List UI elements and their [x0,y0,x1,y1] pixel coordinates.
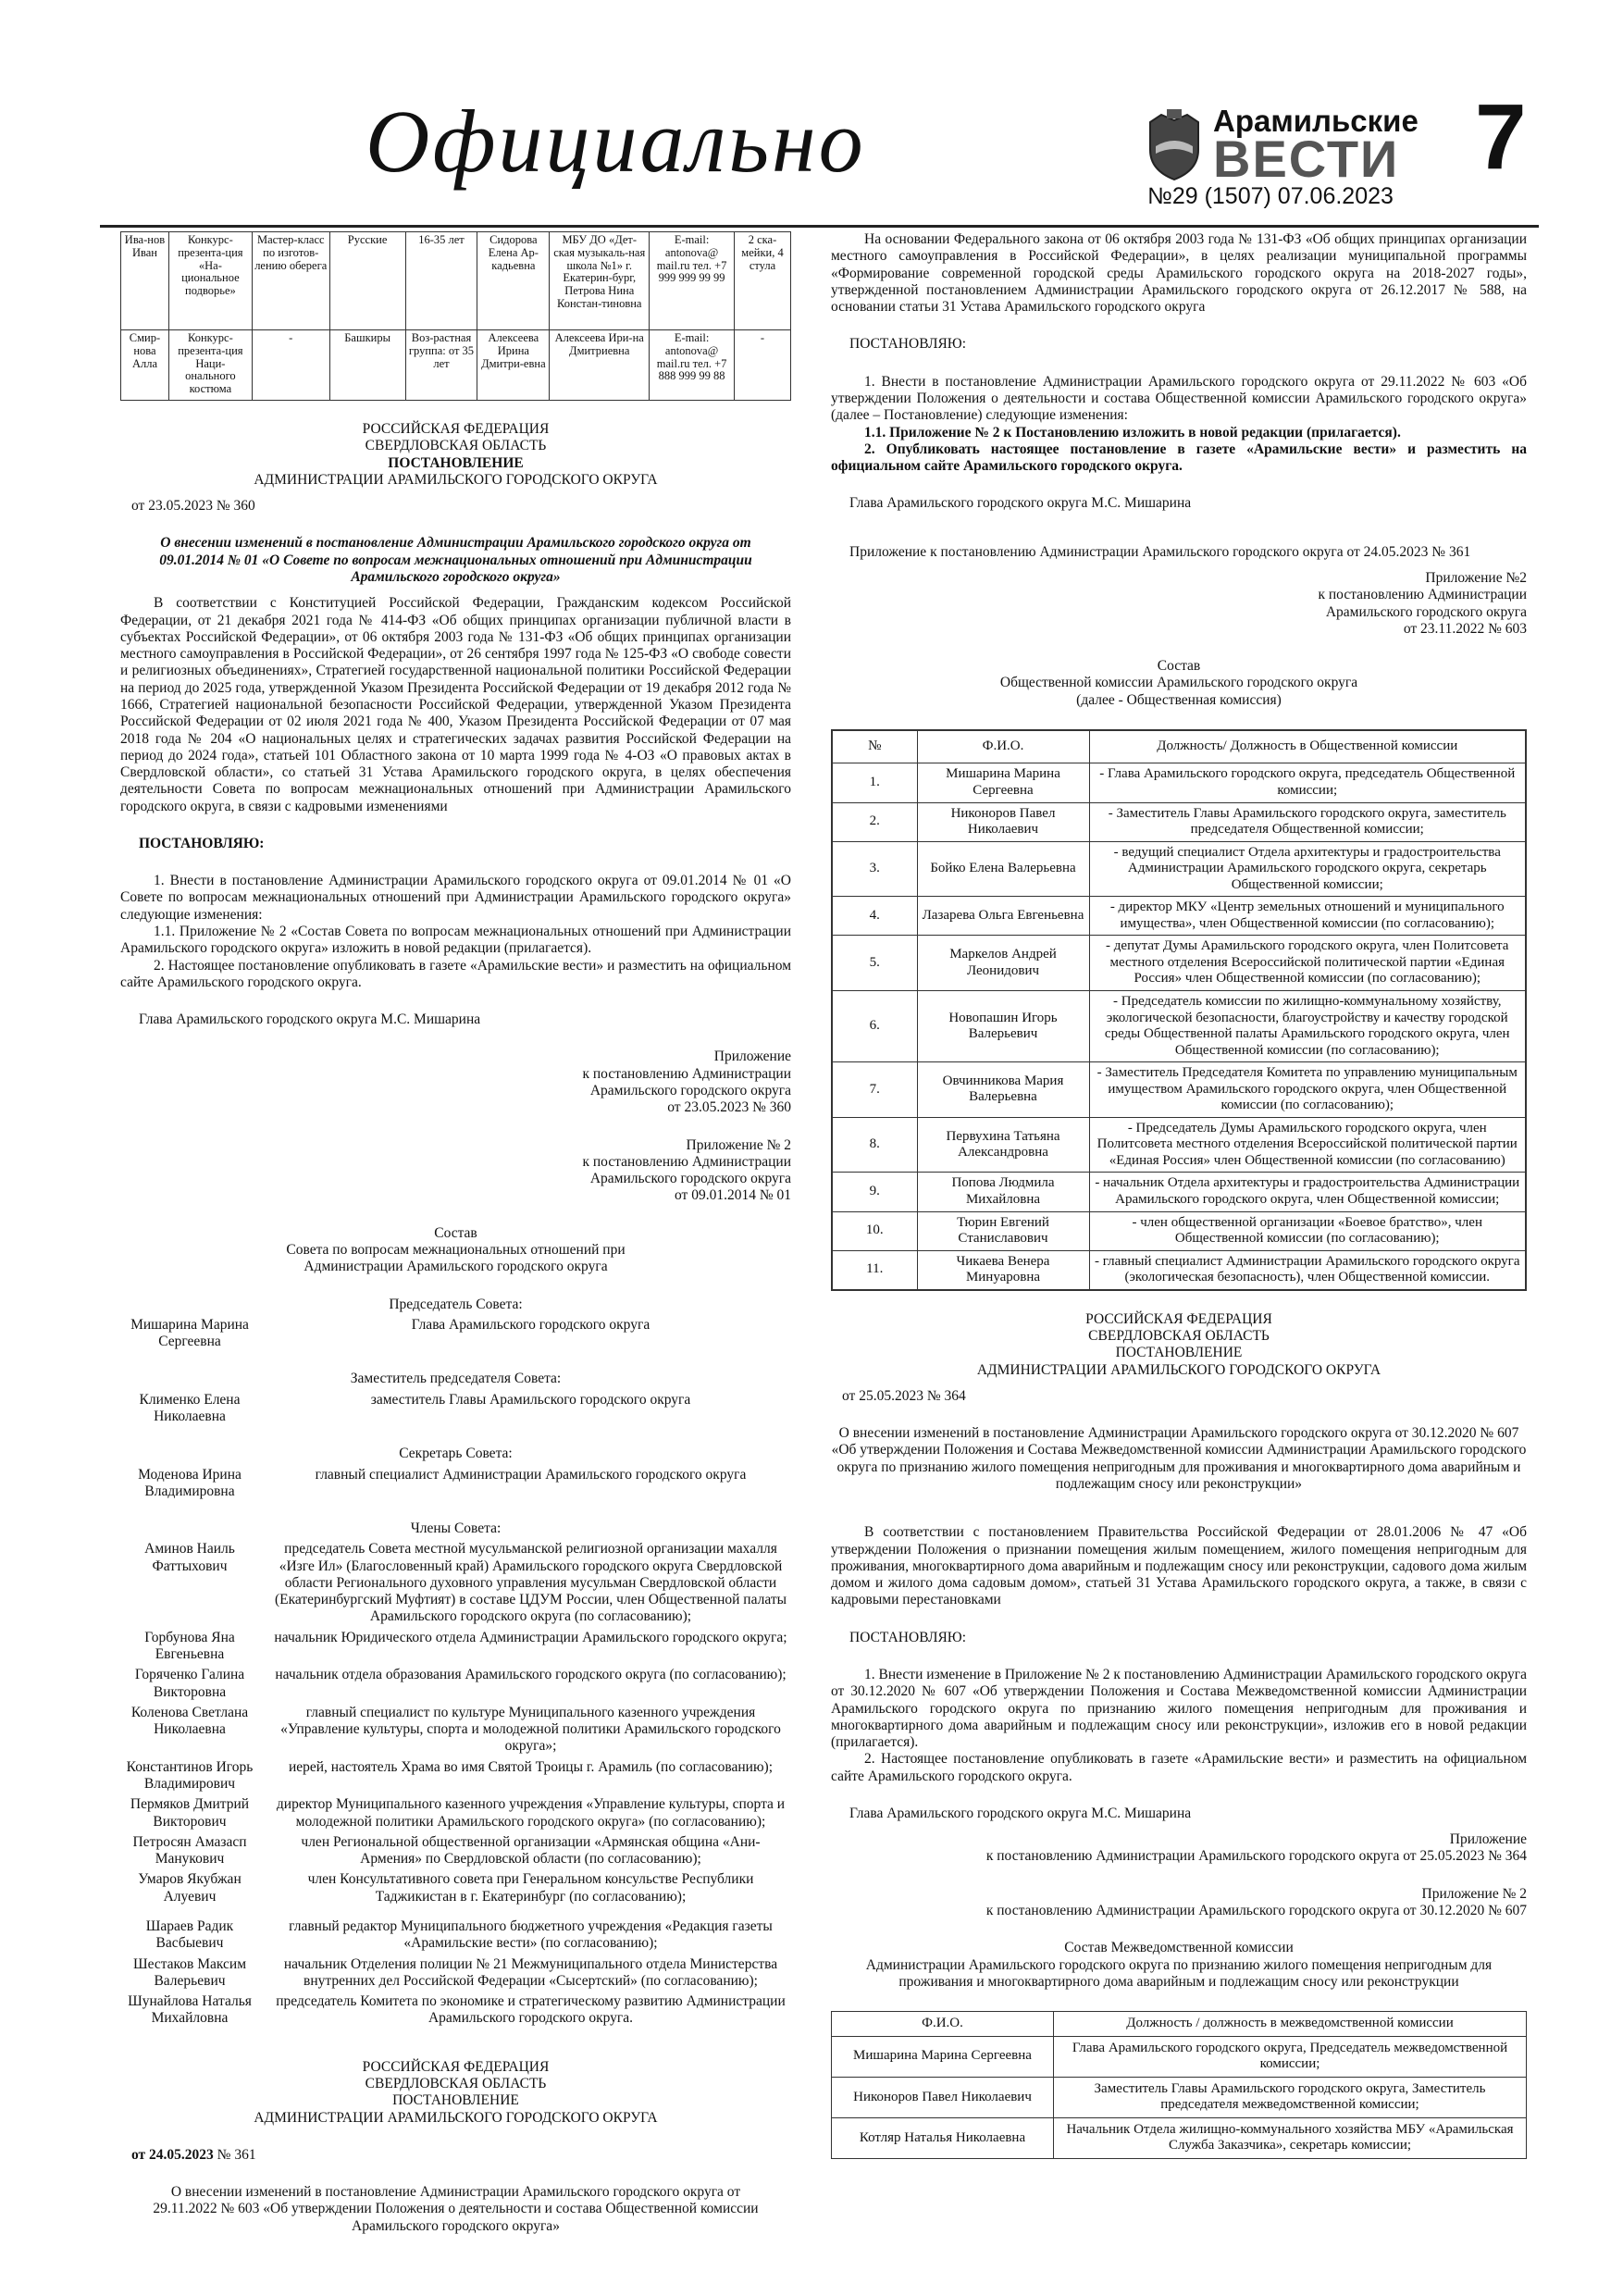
composition-title: Состав Общественной комиссии Арамильского городского округа (далее - Общественная комиссия) [999,658,1358,708]
doc-header-region: СВЕРДЛОВСКАЯ ОБЛАСТЬ [365,438,547,454]
logo-text-main: ВЕСТИ [1213,130,1400,188]
composition-title: Состав Совета по вопросам межнациональных отношений при Администрации Арамильского городского округа [286,1224,626,1275]
table-row: 9. Попова Людмила Михайловна - начальник Отдела архитектуры и градостроительства Администрации Арамильского городского округа, член Общественной комиссии; [832,1173,1526,1211]
composition-title: Состав Межведомственной комиссии Администрации Арамильского городского округа по признанию жилого помещения непригодным для проживания и многоквартирного дома аварийным и подлежащим сносу или реконструкции [865,1940,1493,1990]
doc-header-authority: АДМИНИСТРАЦИИ АРАМИЛЬСКОГО ГОРОДСКОГО ОКРУГА [976,1361,1381,1378]
deputy-label: Заместитель председателя Совета: [350,1371,562,1387]
table-cell: Конкурс-презента-ция Наци-онального костюма [168,330,252,401]
doc-subject: О внесении изменений в постановление Администрации Арамильского городского округа от 09.01.2014 № 01 «О Совете по вопросам межнациональных отношений при Администрации Арамильского городского округа» [159,535,752,585]
doc-basis: В соответствии с постановлением Правительства Российской Федерации от 28.01.2006 № 47 «Об утверждении Положения о признании помещения жилым помещением, жилого помещения непригодным для проживания, многоквартирного дома аварийным и подлежащим сносу или реконструкции, садового дома жилым домом и жилого дома садовым домом», статьей 31 Устава Арамильского городского округа, а также, в связи с кадровыми перестановками [831,1524,1527,1608]
appendix-ref-2: Приложение № 2 к постановлению Администрации Арамильского городского округа от 09.01.2014 № 01 [582,1136,791,1204]
doc-header-region: СВЕРДЛОВСКАЯ ОБЛАСТЬ [1088,1328,1270,1344]
doc-basis: На основании Федерального закона от 06 октября 2003 года № 131-ФЗ «Об общих принципах организации местного самоуправления в Российской Федерации», в целях реализации муниципальной программы «Формирование современной городской среды Арамильского городского округа на 2018-2027 годы», утвержденной постановлением Администрации Арамильского городского округа от 26.12.2017 № 588, на основании статьи 31 Устава Арамильского городского округа [831,231,1527,316]
list-item: Горяченко Галина Викторовна начальник отдела образования Арамильского городского округа (по согласованию); [134,1667,787,1700]
table-cell: - [735,330,791,401]
doc-header-type: ПОСТАНОВЛЕНИЕ [392,2092,519,2109]
table-row: 4. Лазарева Ольга Евгеньевна - директор МКУ «Центр земельных отношений и муниципального имущества», член Общественной комиссии (по согласованию); [832,897,1526,936]
doc-header-country: РОССИЙСКАЯ ФЕДЕРАЦИЯ [362,2058,550,2075]
list-item: Шараев Радик Васбыевич главный редактор Муниципального бюджетного учреждения «Редакция газеты «Арамильские вести» (по согласованию); [145,1917,773,1952]
list-item: Клименко Елена Николаевна заместитель Главы Арамильского городского округа [139,1391,691,1424]
table-cell: E-mail: antonova@ mail.ru тел. +7 888 999 99 88 [650,330,735,401]
table-cell: Конкурс-презента-ция «На-циональное подворье» [168,232,252,330]
list-item: Мишарина Марина Сергеевна Глава Арамильского городского округа [130,1316,650,1350]
doc-header-type: ПОСТАНОВЛЕНИЕ [388,454,524,471]
list-item: Пермяков Дмитрий Викторович директор Муниципального казенного учреждения «Управление культуры, спорта и молодежной политики Арамильского городского округа» (по согласованию); [130,1796,786,1830]
issue-number: №29 (1507) 07.06.2023 [1147,183,1394,209]
signature: Глава Арамильского городского округа М.С. Мишарина [849,1805,1192,1821]
decree-item-2: 2. Опубликовать настоящее постановление в газете «Арамильские вести» и разместить на официальном сайте Арамильского городского округа. [831,441,1527,475]
list-item: Аминов Наиль Фаттыхович председатель Совета местной мусульманской религиозной организации махалля «Изге Ил» (Благословенный край) Арамильского городского округа Свердловской области Регионального духовного управления мусульман Свердловской области (Екатеринбургский Муфтият) в составе ЦДУМ России, член Общественной палаты Арамильского городского округа (по согласованию); [144,1541,787,1625]
coat-of-arms-icon [1143,109,1206,181]
table-row [121,330,791,401]
appendix-line: Приложение к постановлению Администрации Арамильского городского округа от 24.05.2023 № 361 [849,543,1471,560]
doc-date: от 23.05.2023 № 360 [131,498,255,515]
table-row: 7. Овчинникова Мария Валерьевна - Заместитель Председателя Комитета по управлению муниципальным имуществом Арамильского городского округа, член Общественной комиссии (по согласованию); [832,1062,1526,1118]
table-row: 1. Мишарина Марина Сергеевна - Глава Арамильского городского округа, председатель Общественной комиссии; [832,763,1526,802]
decree-item-1: 1. Внести изменение в Приложение № 2 к постановлению Администрации Арамильского городского округа от 30.12.2020 № 607 «Об утверждении Положения и Состава Межведомственной комиссии Администрации Арамильского городского округа по признанию жилого помещения непригодным для проживания и многоквартирного дома аварийным и подлежащим сносу или реконструкции», изложив его в новой редакции (прилагается). [831,1666,1527,1751]
table-row: 8. Первухина Татьяна Александровна - Председатель Думы Арамильского городского округа, член Политсовета местного отделения Всероссийской политической партии «Единая Россия» член Общественной комиссии (по согласованию) [832,1117,1526,1173]
table-cell: Ива-нов Иван [121,232,169,330]
appendix-ref-1: Приложение к постановлению Администрации Арамильского городского округа от 23.05.2023 № 360 [582,1049,791,1116]
left-column [120,231,791,2235]
list-item: Коленова Светлана Николаевна главный специалист по культуре Муниципального казенного учреждения «Управление культуры, спорта и молодежной политики Арамильского городского округа»; [130,1704,781,1755]
decree-item-2: 2. Настоящее постановление опубликовать в газете «Арамильские вести» и разместить на официальном сайте Арамильского городского округа. [831,1751,1527,1784]
column-header: Ф.И.О. [832,2012,1054,2037]
table-cell: Сидорова Елена Ар-кадьевна [477,232,550,330]
decree-item-1: 1. Внести в постановление Администрации Арамильского городского округа от 29.11.2022 № 603 «Об утверждении Положения о деятельности и состава Общественной комиссии Арамильского городского округа» (далее – Постановление) следующие изменения: [831,373,1527,424]
doc-header-country: РОССИЙСКАЯ ФЕДЕРАЦИЯ [362,421,550,437]
list-item: Умаров Якубжан Алуевич член Консультативного совета при Генеральном консульстве Республики Таджикистан в г. Екатеринбург (по согласованию); [138,1871,754,1905]
list-item: Петросян Амазасп Манукович член Региональной общественной организации «Армянская община «Ани-Армения» по Свердловской области (по согласованию); [132,1833,761,1868]
table-cell: 16-35 лет [405,232,477,330]
table-cell: Алексеева Ирина Дмитри-евна [477,330,550,401]
appendix-ref: Приложение № 2 к постановлению Администрации Арамильского городского округа от 30.12.2020 № 607 [985,1885,1527,1919]
list-item: Шунайлова Наталья Михайловна председатель Комитета по экономике и стратегическому развитию Администрации Арамильского городского округа. [128,1993,786,2027]
decree-label: ПОСТАНОВЛЯЮ: [849,1629,967,1645]
members-label: Члены Совета: [410,1520,502,1537]
doc-subject: О внесении изменений в постановление Администрации Арамильского городского округа от 29.11.2022 № 603 «Об утверждении Положения о деятельности и состава Общественной комиссии Арамильского городского округа» [153,2184,759,2234]
table-cell: Мастер-класс по изготов-лению оберега [252,232,329,330]
table-row: 6. Новопашин Игорь Валерьевич - Председатель комиссии по жилищно-коммунальному хозяйству, экологической безопасности, благоустройству и качеству городской среды Общественной палаты Арамильского городского округа, член Общественной комиссии (по согласованию); [832,990,1526,1061]
table-cell: Башкиры [329,330,405,401]
column-header: Должность/ Должность в Общественной комиссии [1089,730,1526,763]
table-row: Мишарина Марина Сергеевна Глава Арамильского городского округа, Председатель межведомственной комиссии; [832,2036,1527,2077]
table-cell: 2 ска-мейки, 4 стула [735,232,791,330]
section-title: Официально [365,92,866,191]
list-item: Шестаков Максим Валерьевич начальник Отделения полиции № 21 Межмуниципального отдела Министерства внутренних дел Российской Федерации «Сысертский» (по согласованию); [132,1955,778,1989]
doc-basis: В соответствии с Конституцией Российской Федерации, Гражданским кодексом Российской Федерации, от 21 декабря 2021 года № 414-ФЗ «Об общих принципах организации публичной власти в субъектах Российской Федерации», от 06 октября 2003 года № 131-ФЗ «Об общих принципах организации местного самоуправления в Российской Федерации», от 26 сентября 1997 года № 125-ФЗ «О свободе совести и религиозных объединениях», Стратегией государственной национальной политики Российской Федерации на период до 2025 года, утвержденной Указом Президента Российской Федерации от 19 декабря 2012 года № 1666, Стратегией национальной безопасности Российской Федерации, утвержденной Указом Президента Российской Федерации от 02 июля 2021 года № 400, Указом Президента Российской Федерации от 07 мая 2018 года № 204 «О национальных целях и стратегических задачах развития Российской Федерации на период до 2024 года», статьей 101 Областного закона от 10 марта 1999 года № 4-ОЗ «О правовых актах в Свердловской области», со статьей 31 Устава Арамильского городского округа, в целях обеспечения деятельности Совета по вопросам межнациональных отношений при Администрации Арамильского городского округа, в связи с кадровыми изменениями [120,595,791,814]
appendix-ref: Приложение №2 к постановлению Администрации Арамильского городского округа от 23.11.2022 № 603 [1318,569,1527,637]
commission-table [831,729,1527,1291]
decree-label: ПОСТАНОВЛЯЮ: [139,835,265,851]
right-column [831,231,1527,2159]
column-header: Ф.И.О. [917,730,1089,763]
doc-header-authority: АДМИНИСТРАЦИИ АРАМИЛЬСКОГО ГОРОДСКОГО ОКРУГА [254,2109,658,2126]
table-cell: Воз-растная группа: от 35 лет [405,330,477,401]
column-header: Должность / должность в межведомственной комиссии [1054,2012,1527,2037]
doc-header-country: РОССИЙСКАЯ ФЕДЕРАЦИЯ [1085,1310,1272,1327]
list-item: Горбунова Яна Евгеньевна начальник Юридического отдела Администрации Арамильского городского округа; [144,1629,787,1663]
list-item: Моденова Ирина Владимировна главный специалист Администрации Арамильского городского округа [138,1466,747,1499]
table-cell: МБУ ДО «Дет-ская музыкаль-ная школа №1» г. Екатерин-бург, Петрова Нина Констан-тиновна [550,232,650,330]
table-cell: E-mail: antonova@ mail.ru тел. +7 999 999 99 99 [650,232,735,330]
list-item: Константинов Игорь Владимирович иерей, настоятель Храма во имя Святой Троицы г. Арамиль (по согласованию); [126,1758,774,1792]
table-row: Никоноров Павел Николаевич Заместитель Главы Арамильского городского округа, Заместитель председателя межведомственной комиссии; [832,2077,1527,2117]
table-cell: Русские [329,232,405,330]
appendix-ref: Приложение к постановлению Администрации Арамильского городского округа от 25.05.2023 № 364 [985,1831,1527,1865]
table-header [832,730,1526,763]
table-cell: - [252,330,329,401]
signature: Глава Арамильского городского округа М.С. Мишарина [849,495,1192,512]
table-cell: Алексеева Ири-на Дмитриевна [550,330,650,401]
doc-subject: О внесении изменений в постановление Администрации Арамильского городского округа от 30.12.2020 № 607 «Об утверждении Положения и Состава Межведомственной комиссии Администрации Арамильского городского округа по признанию жилого помещения непригодным для проживания и многоквартирного дома аварийным и подлежащим сносу или реконструкции» [831,1425,1527,1492]
table-row: 11. Чикаева Венера Минуаровна - главный специалист Администрации Арамильского городского округа (экологическая безопасность), член Общественной комиссии. [832,1250,1526,1290]
secretary-label: Секретарь Совета: [399,1446,513,1462]
interagency-commission-table [831,2011,1527,2159]
chair-label: Председатель Совета: [389,1296,523,1312]
doc-date: от 24.05.2023 № 361 [131,2146,256,2163]
table-row [121,232,791,330]
page-number: 7 [1475,85,1527,189]
column-header: № [832,730,917,763]
participants-table [120,231,791,401]
decree-item-1-1: 1.1. Приложение № 2 к Постановлению изложить в новой редакции (прилагается). [864,424,1401,441]
decree-item-1-1: 1.1. Приложение № 2 «Состав Совета по вопросам межнациональных отношений при Администрации Арамильского городского округа» изложить в новой редакции (прилагается). [120,924,791,957]
table-header [832,2012,1527,2037]
doc-header-authority: АДМИНИСТРАЦИИ АРАМИЛЬСКОГО ГОРОДСКОГО ОКРУГА [254,471,658,488]
signature: Глава Арамильского городского округа М.С. Мишарина [139,1011,481,1028]
table-row: Котляр Наталья Николаевна Начальник Отдела жилищно-коммунального хозяйства МБУ «Арамильская Служба Заказчика», секретарь комиссии; [832,2117,1527,2158]
table-row: 10. Тюрин Евгений Станиславович - член общественной организации «Боевое братство», член Общественной комиссии (по согласованию); [832,1211,1526,1250]
table-cell: Смир-нова Алла [121,330,169,401]
decree-item-2: 2. Настоящее постановление опубликовать в газете «Арамильские вести» и разместить на официальном сайте Арамильского городского округа. [120,957,791,990]
table-row: 2. Никоноров Павел Николаевич - Заместитель Главы Арамильского городского округа, заместитель председателя Общественной комиссии; [832,802,1526,841]
decree-label: ПОСТАНОВЛЯЮ: [849,336,967,353]
doc-header-type: ПОСТАНОВЛЕНИЕ [1115,1345,1243,1361]
table-row: 5. Маркелов Андрей Леонидович - депутат Думы Арамильского городского округа, член Политсовета местного отделения Всероссийской политической партии «Единая Россия» член Общественной комиссии (по согласованию); [832,936,1526,991]
doc-header-region: СВЕРДЛОВСКАЯ ОБЛАСТЬ [365,2075,547,2091]
decree-item-1: 1. Внести в постановление Администрации Арамильского городского округа от 09.01.2014 № 01 «О Совете по вопросам межнациональных отношений при Администрации Арамильского городского округа» следующие изменения: [120,873,791,923]
header-rule [100,225,1539,228]
table-row: 3. Бойко Елена Валерьевна - ведущий специалист Отдела архитектуры и градостроительства Администрации Арамильского городского округа, секретарь Общественной комиссии; [832,841,1526,897]
doc-date: от 25.05.2023 № 364 [842,1387,966,1404]
logo-text-top: Арамильские [1213,104,1419,138]
